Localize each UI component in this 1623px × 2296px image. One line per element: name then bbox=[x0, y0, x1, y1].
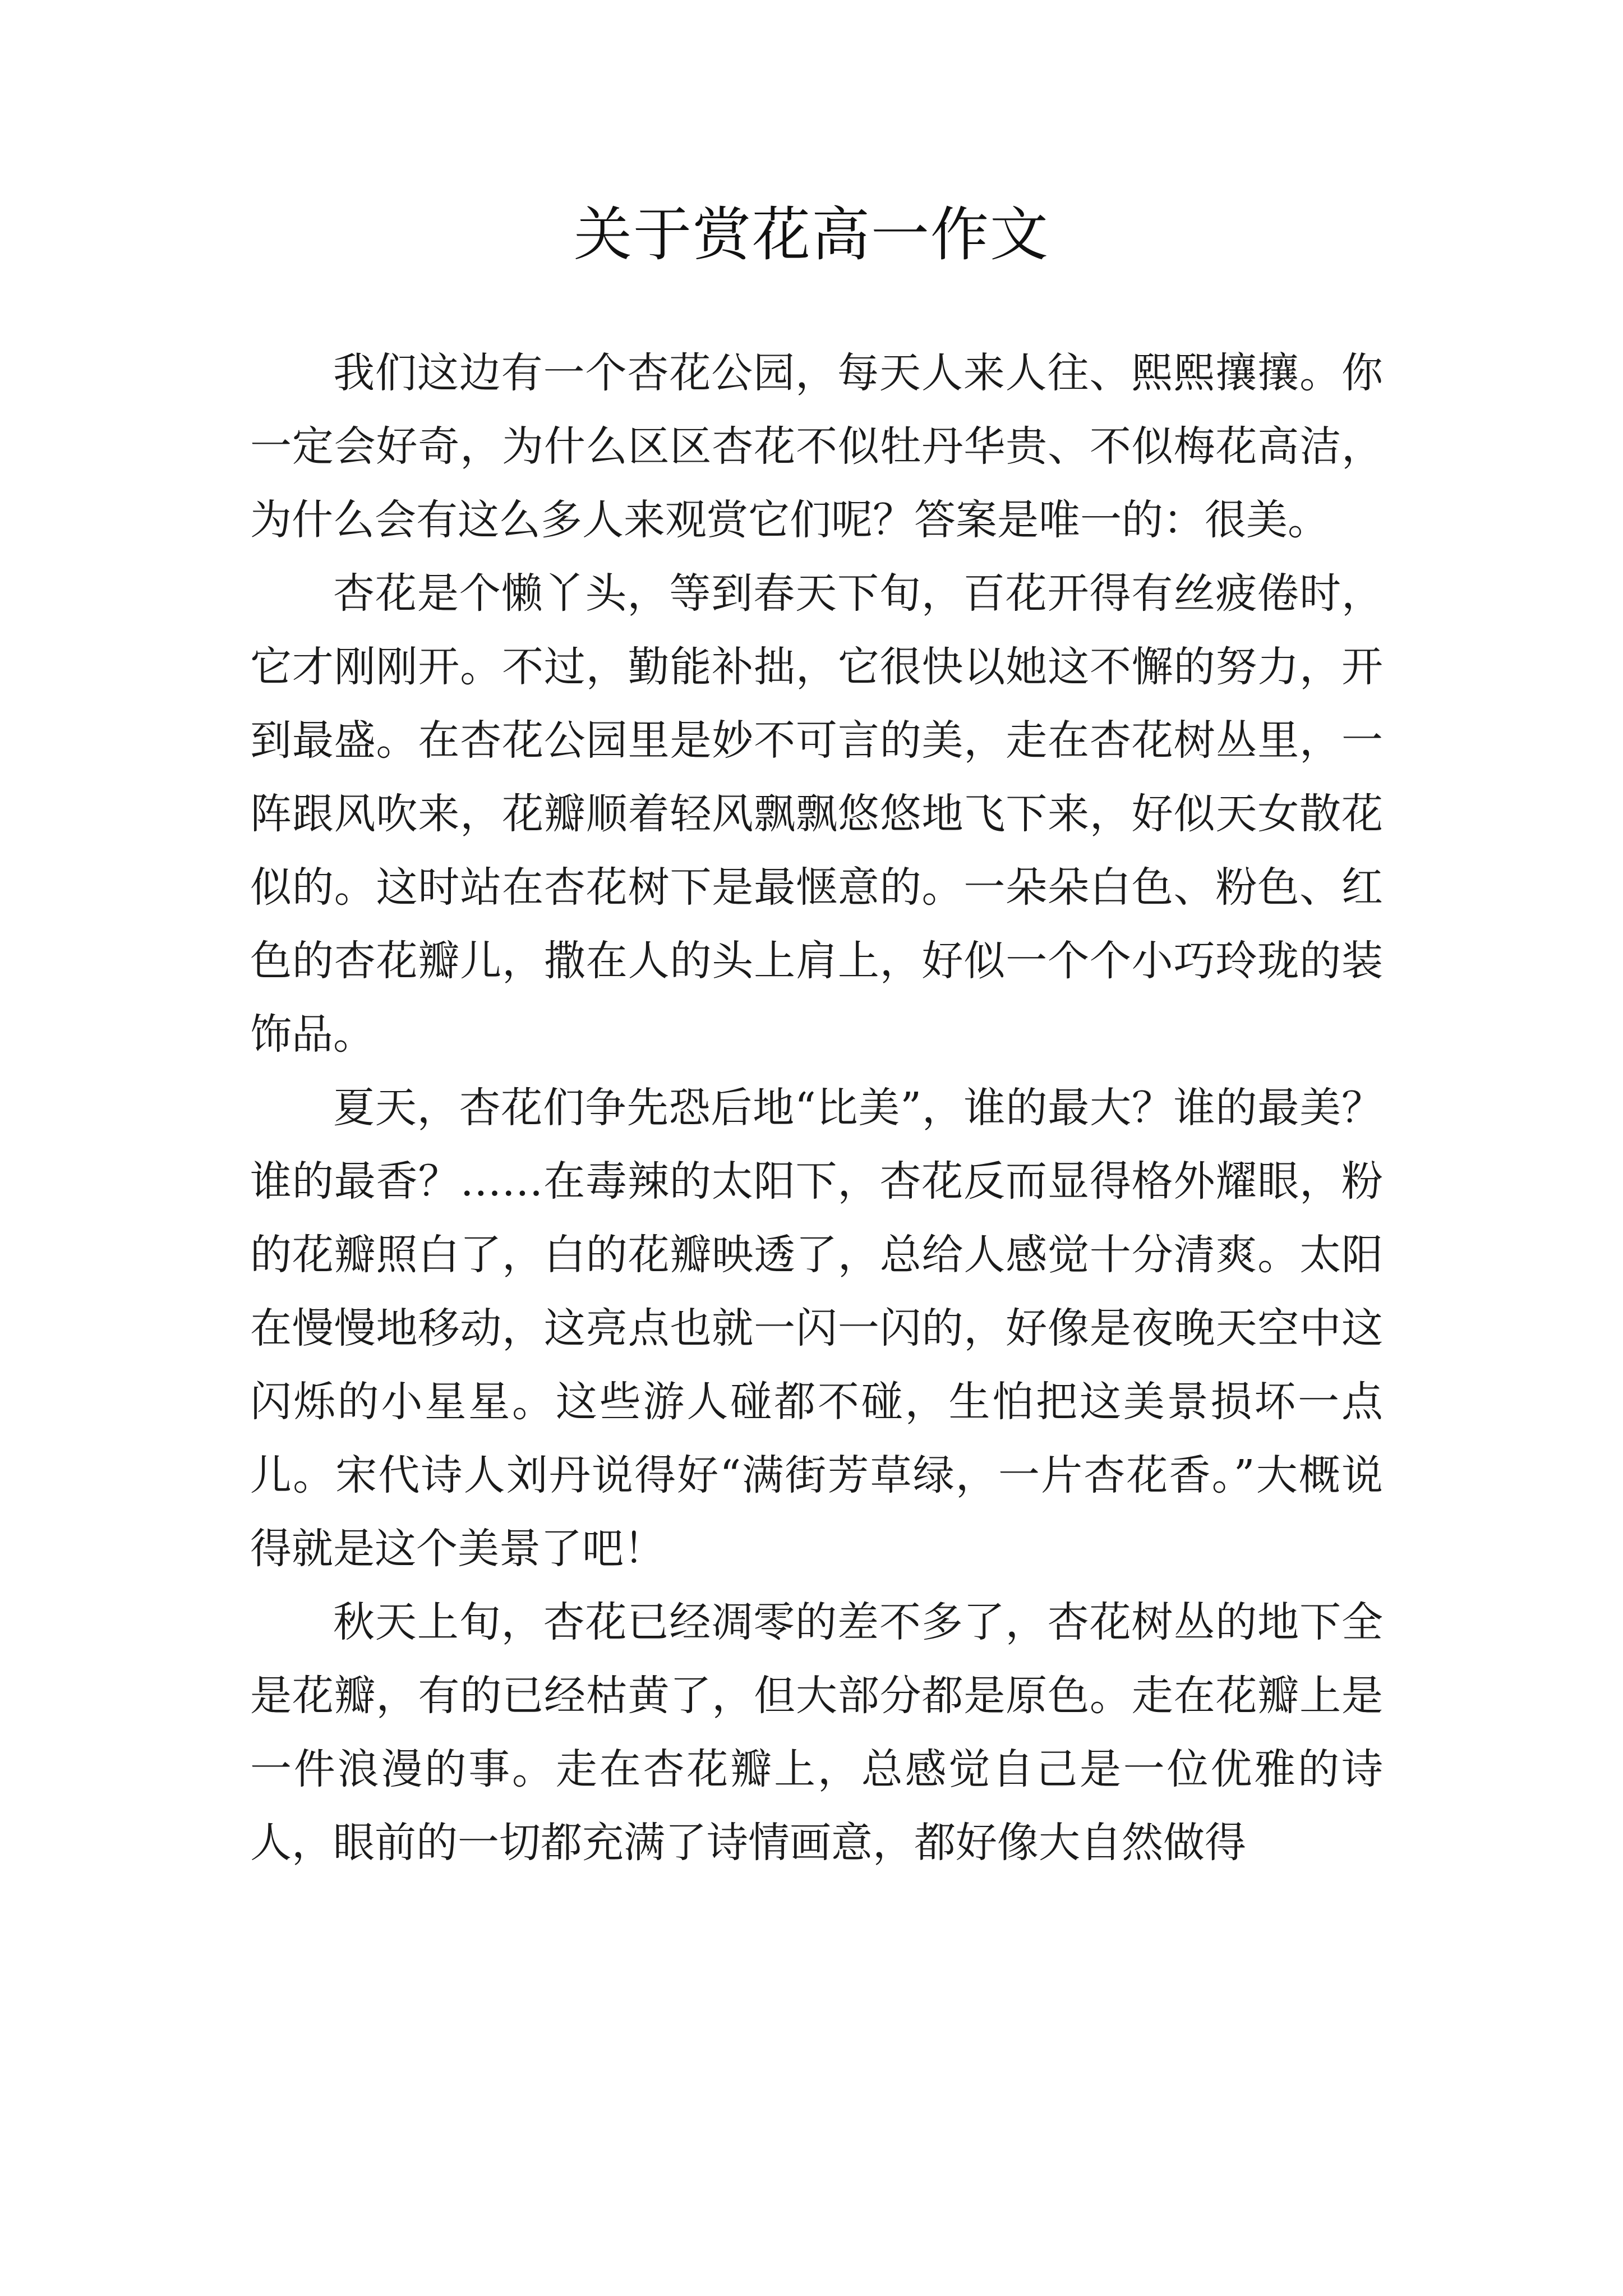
paragraph: 杏花是个懒丫头，等到春天下旬，百花开得有丝疲倦时，它才刚刚开。不过，勤能补拙，它很快以她这不懈的努力，开到最盛。在杏花公园里是妙不可言的美，走在杏花树丛里，一阵跟风吹来，花瓣顺着轻风飘飘悠悠地飞下来，好似天女散花似的。这时站在杏花树下是最惬意的。一朵朵白色、粉色、红色的杏花瓣儿，撒在人的头上肩上，好似一个个小巧玲珑的装饰品。 bbox=[250, 569, 1383, 1059]
document-body bbox=[250, 337, 1383, 1880]
paragraph: 秋天上旬，杏花已经凋零的差不多了，杏花树丛的地下全是花瓣，有的已经枯黄了，但大部分都是原色。走在花瓣上是一件浪漫的事。走在杏花瓣上，总感觉自己是一位优雅的诗人，眼前的一切都充满了诗情画意，都好像大自然做得 bbox=[250, 1598, 1383, 1867]
paragraph: 夏天，杏花们争先恐后地“比美”，谁的最大？谁的最美？谁的最香？……在毒辣的太阳下，杏花反而显得格外耀眼，粉的花瓣照白了，白的花瓣映透了，总给人感觉十分清爽。太阳在慢慢地移动，这亮点也就一闪一闪的，好像是夜晚天空中这闪烁的小星星。这些游人碰都不碰，生怕把这美景损坏一点儿。宋代诗人刘丹说得好“满街芳草绿，一片杏花香。”大概说得就是这个美景了吧！ bbox=[250, 1084, 1383, 1573]
document-title: 关于赏花高一作文 bbox=[573, 200, 1049, 269]
paragraph: 我们这边有一个杏花公园，每天人来人往、熙熙攘攘。你一定会好奇，为什么区区杏花不似牡丹华贵、不似梅花高洁，为什么会有这么多人来观赏它们呢？答案是唯一的：很美。 bbox=[250, 349, 1383, 544]
